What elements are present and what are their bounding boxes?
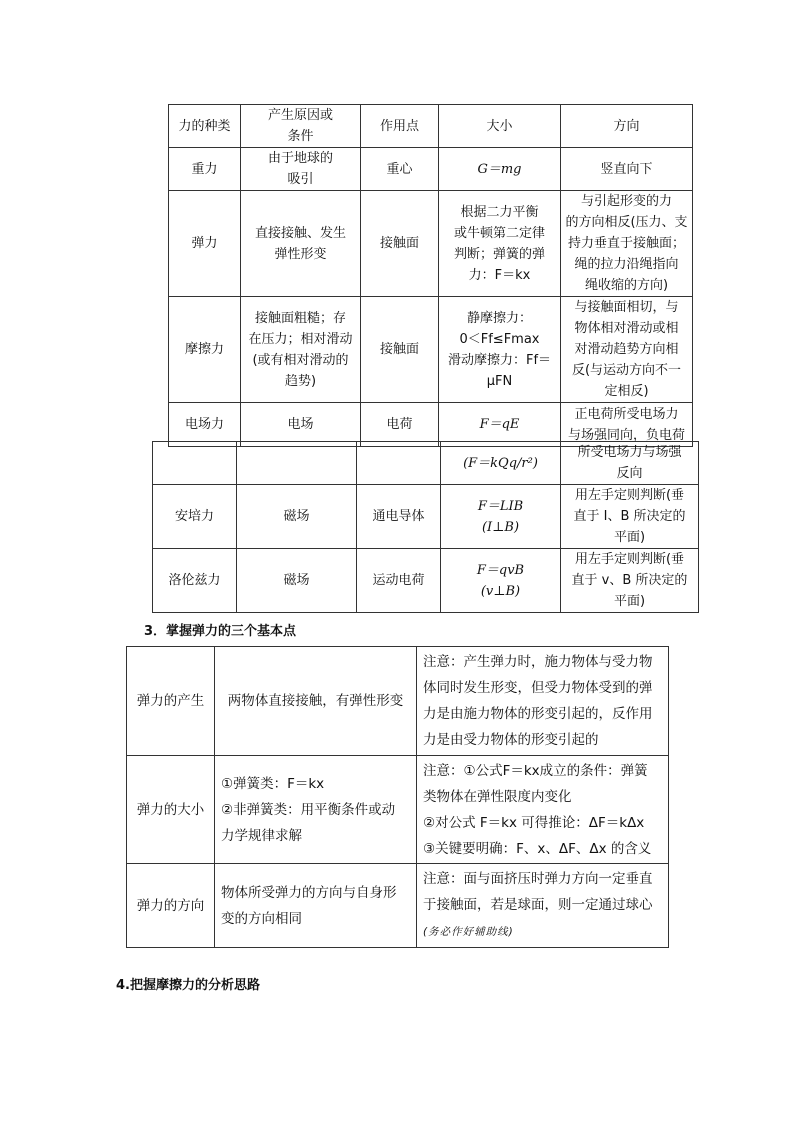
- cell: F＝LIB (I⊥B): [441, 485, 561, 549]
- header-cell: 大小: [439, 105, 561, 148]
- cell: 安培力: [153, 485, 237, 549]
- header-cell: 方向: [561, 105, 693, 148]
- cell: [357, 442, 441, 485]
- handwritten-note: (务必作好辅助线): [423, 926, 514, 938]
- cell: 运动电荷: [357, 549, 441, 613]
- cell: [153, 442, 237, 485]
- cell: G＝mg: [439, 148, 561, 191]
- cell: 两物体直接接触，有弹性形变: [215, 647, 417, 756]
- cell: 竖直向下: [561, 148, 693, 191]
- table-row: [169, 148, 693, 191]
- cell: 静摩擦力： 0＜Ff≤Fmax 滑动摩擦力：Ff＝ μFN: [439, 297, 561, 403]
- cell: 用左手定则判断(垂 直于 v、B 所决定的 平面): [561, 549, 699, 613]
- cell: 摩擦力: [169, 297, 241, 403]
- cell: [417, 864, 669, 948]
- cell: 电荷: [361, 403, 439, 447]
- cell: 注意：产生弹力时，施力物体与受力物 体同时发生形变，但受力物体受到的弹 力是由施力物体的形变引起的，反作用 力是由受力物体的形变引起的: [417, 647, 669, 756]
- table-header-row: [169, 105, 693, 148]
- table-row: [127, 756, 669, 864]
- note-text: 注意：面与面挤压时弹力方向一定垂直 于接触面，若是球面，则一定通过球心: [423, 871, 653, 913]
- header-cell: 力的种类: [169, 105, 241, 148]
- cell: ①弹簧类：F＝kx ②非弹簧类：用平衡条件或动 力学规律求解: [215, 756, 417, 864]
- cell: 直接接触、发生 弹性形变: [241, 191, 361, 297]
- cell: 磁场: [237, 485, 357, 549]
- cell: 弹力: [169, 191, 241, 297]
- cell: 接触面粗糙；存 在压力；相对滑动 (或有相对滑动的 趋势): [241, 297, 361, 403]
- cell: 弹力的方向: [127, 864, 215, 948]
- cell: 接触面: [361, 297, 439, 403]
- force-types-table-continued: [152, 441, 699, 613]
- cell: (F＝kQq/r²): [441, 442, 561, 485]
- cell: 物体所受弹力的方向与自身形 变的方向相同: [215, 864, 417, 948]
- cell: F＝qvB (v⊥B): [441, 549, 561, 613]
- section-heading-4: 4.把握摩擦力的分析思路: [116, 978, 260, 993]
- cell: [237, 442, 357, 485]
- section-heading-3: 3．掌握弹力的三个基本点: [144, 624, 297, 639]
- header-cell: 作用点: [361, 105, 439, 148]
- cell: 与接触面相切，与 物体相对滑动或相 对滑动趋势方向相 反(与运动方向不一 定相反): [561, 297, 693, 403]
- cell: 由于地球的 吸引: [241, 148, 361, 191]
- cell: 重心: [361, 148, 439, 191]
- cell: 电场: [241, 403, 361, 447]
- cell: 注意：①公式F＝kx成立的条件：弹簧 类物体在弹性限度内变化 ②对公式 F＝kx 可得推论：ΔF＝kΔx ③关键要明确：F、x、ΔF、Δx 的含义: [417, 756, 669, 864]
- table-row: [127, 864, 669, 948]
- cell: 所受电场力与场强 反向: [561, 442, 699, 485]
- table-row: [127, 647, 669, 756]
- cell: 与引起形变的力 的方向相反(压力、支 持力垂直于接触面； 绳的拉力沿绳指向 绳收缩的方向): [561, 191, 693, 297]
- table-row: [169, 403, 693, 447]
- table-row: [153, 549, 699, 613]
- cell: 用左手定则判断(垂 直于 I、B 所决定的 平面): [561, 485, 699, 549]
- cell: 弹力的大小: [127, 756, 215, 864]
- cell: 洛伦兹力: [153, 549, 237, 613]
- cell: 电场力: [169, 403, 241, 447]
- cell: 重力: [169, 148, 241, 191]
- table-row: [153, 485, 699, 549]
- cell: 接触面: [361, 191, 439, 297]
- force-types-table: [168, 104, 693, 447]
- cell: 正电荷所受电场力 与场强同向，负电荷: [561, 403, 693, 447]
- table-row: [153, 442, 699, 485]
- table-row: [169, 297, 693, 403]
- cell: 弹力的产生: [127, 647, 215, 756]
- header-cell: 产生原因或 条件: [241, 105, 361, 148]
- table-row: [169, 191, 693, 297]
- cell: F＝qE: [439, 403, 561, 447]
- cell: 通电导体: [357, 485, 441, 549]
- cell: 磁场: [237, 549, 357, 613]
- elastic-force-table: [126, 646, 669, 948]
- cell: 根据二力平衡 或牛顿第二定律 判断；弹簧的弹 力：F＝kx: [439, 191, 561, 297]
